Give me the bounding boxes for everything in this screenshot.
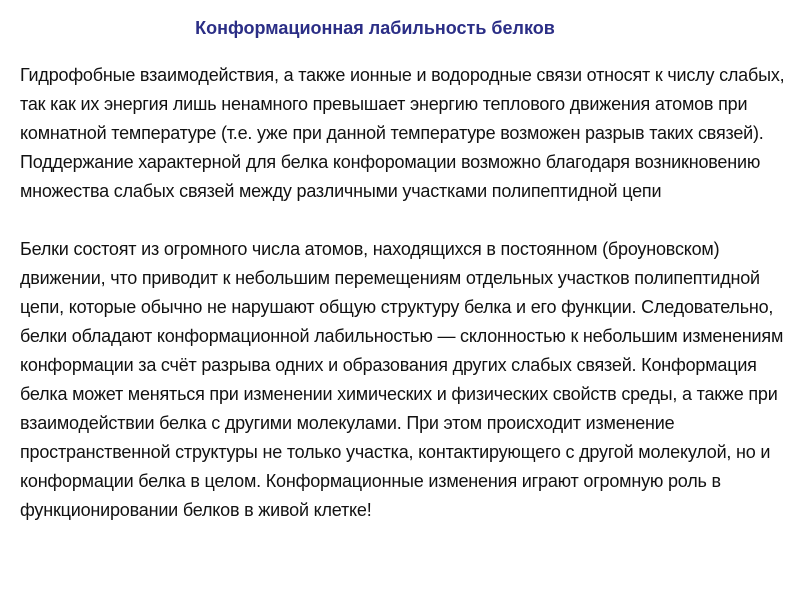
paragraph-conformational-lability: Белки состоят из огромного числа атомов, находящихся в постоянном (броуновском) движении, что приводит к небольшим перемещениям отдельных участков полипептидной цепи, которые обычно не нарушают общую структуру белка и его функции. Следовательно, белки обладают конформационной лабильностью — склонностью к небольшим изменениям конформации за счёт разрыва одних и образования других слабых связей. Конформация белка может меняться при изменении химических и физических свойств среды, а также при взаимодействии белка с другими молекулами. При этом происходит изменение пространственной структуры не только участка, контактирующего с другой молекулой, но и конформации белка в целом. Конформационные изменения играют огромную роль в функционировании белков в живой клетке! bbox=[20, 239, 784, 520]
slide-body bbox=[20, 61, 795, 525]
paragraph-weak-bonds: Гидрофобные взаимодействия, а также ионные и водородные связи относят к числу слабых, так как их энергия лишь ненамного превышает энергию теплового движения атомов при комнатной температуре (т.е. уже при данной температуре возможен разрыв таких связей). Поддержание характерной для белка конфоромации возможно благодаря возникновению множества слабых связей между различными участками полипептидной цепи bbox=[20, 65, 785, 201]
slide-title: Конформационная лабильность белков bbox=[195, 18, 555, 38]
